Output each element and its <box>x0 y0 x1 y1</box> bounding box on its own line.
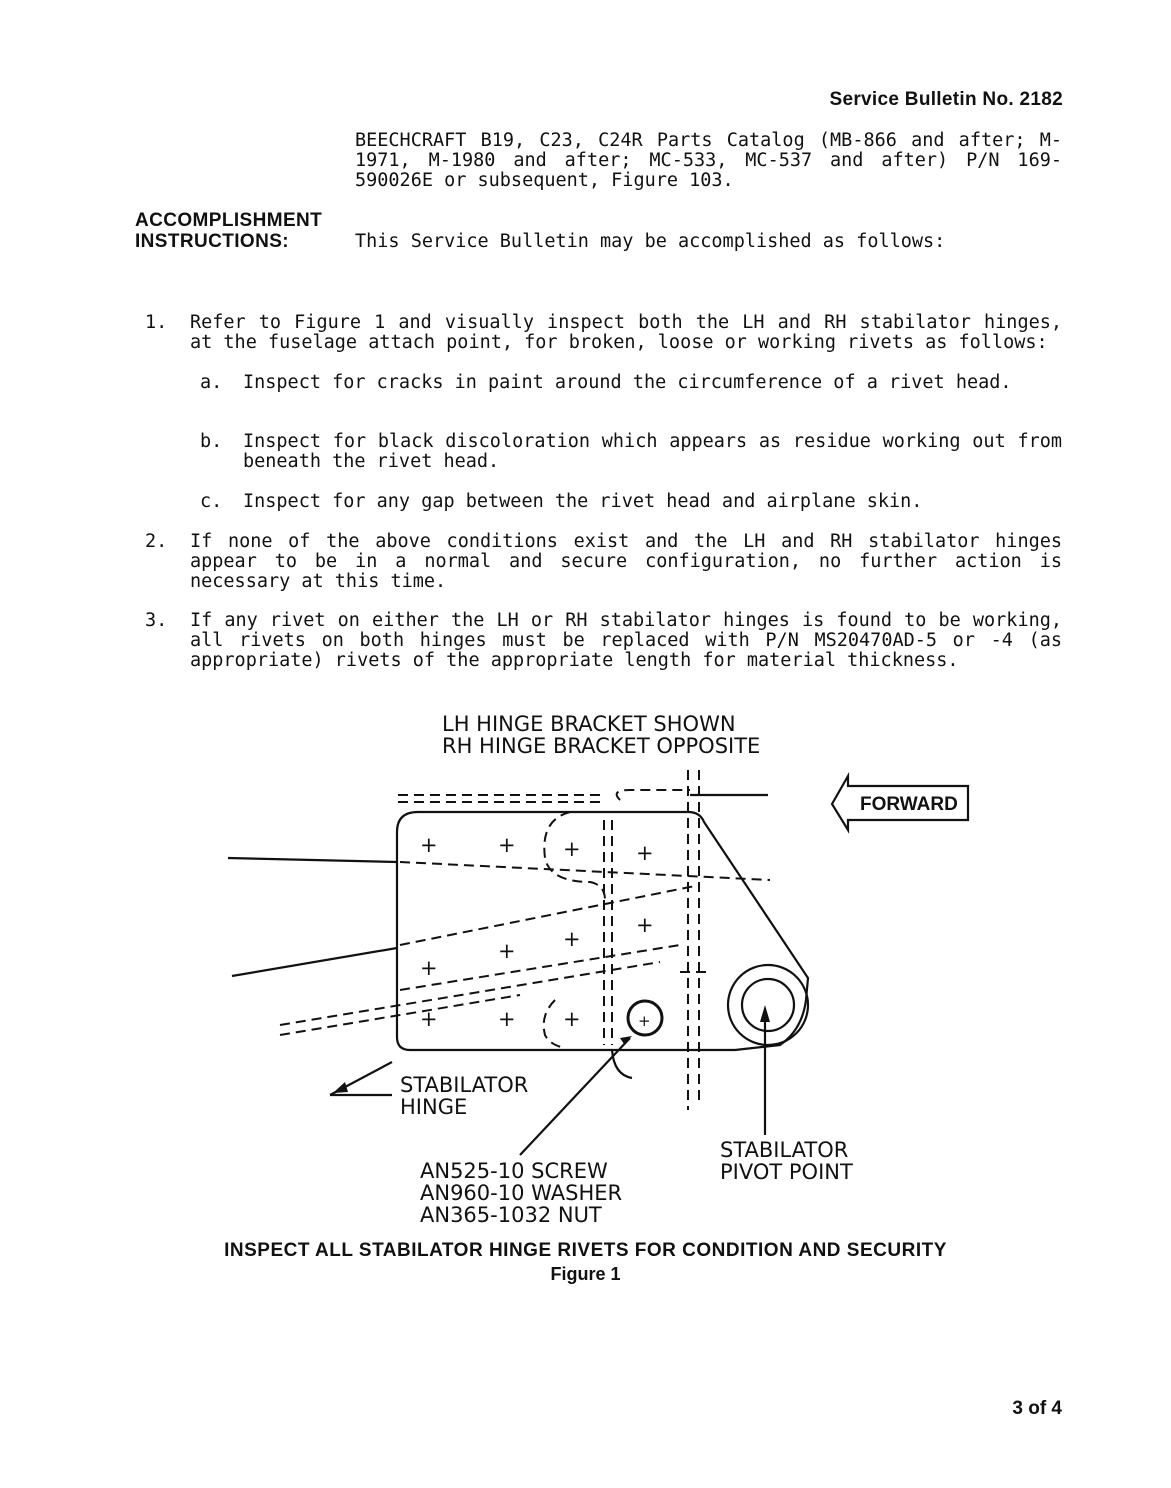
hardware-screw: AN525-10 SCREW <box>420 1159 608 1183</box>
rivet-mark: + <box>420 956 438 980</box>
hinge-label-line2: HINGE <box>400 1095 468 1119</box>
rivet-mark: + <box>636 913 654 937</box>
rivet-mark: + <box>498 939 516 963</box>
hardware-washer: AN960-10 WASHER <box>420 1181 623 1205</box>
hinge-label-line1: STABILATOR <box>400 1073 529 1097</box>
rivet-mark: + <box>638 1012 651 1030</box>
accomplishment-label-line1: ACCOMPLISHMENT <box>135 210 323 231</box>
pivot-label-line1: STABILATOR <box>720 1138 849 1162</box>
step-1-text: Refer to Figure 1 and visually inspect both the LH and RH stabilator hinges, at the fuselage attach point, for broken, loose or working rivets as follows: <box>190 312 1062 353</box>
step-1c-text: Inspect for any gap between the rivet head and airplane skin. <box>243 491 923 512</box>
applicability-text: BEECHCRAFT B19, C23, C24R Parts Catalog (MB-866 and after; M-1971, M-1980 and after; MC-533, MC-537 and after) P/N 169-590026E or subsequent, Figure 103. <box>355 130 1062 191</box>
rivet-mark: + <box>563 837 581 861</box>
rivet-mark: + <box>498 833 516 857</box>
step-3-text: If any rivet on either the LH or RH stabilator hinges is found to be working, all rivets on both hinges must be replaced with P/N MS20470AD-5 or -4 (as appropriate) rivets of the appropriate length for material thickness. <box>190 610 1062 671</box>
figure-caption: INSPECT ALL STABILATOR HINGE RIVETS FOR CONDITION AND SECURITY <box>224 1240 947 1261</box>
step-2-number: 2. <box>145 531 168 552</box>
figure-title-line2: RH HINGE BRACKET OPPOSITE <box>442 734 761 758</box>
rivet-marks <box>420 833 654 1031</box>
step-2-text: If none of the above conditions exist and the LH and RH stabilator hinges appear to be in a normal and secure configuration, no further action is necessary at this time. <box>190 531 1062 592</box>
rivet-mark: + <box>563 927 581 951</box>
hardware-nut: AN365-1032 NUT <box>420 1203 602 1227</box>
rivet-mark: + <box>498 1007 516 1031</box>
pivot-inner-circle <box>742 979 794 1031</box>
step-1b-text: Inspect for black discoloration which appears as residue working out from beneath the rivet head. <box>243 431 1062 472</box>
step-1-number: 1. <box>145 312 168 333</box>
rivet-mark: + <box>563 1007 581 1031</box>
step-1a-number: a. <box>200 372 223 393</box>
rivet-mark: + <box>420 833 438 857</box>
rivet-mark: + <box>420 1007 438 1031</box>
step-1b-number: b. <box>200 431 223 452</box>
pivot-outer-circle <box>728 965 808 1045</box>
hinge-plate-outline <box>397 812 808 1050</box>
step-1a-text: Inspect for cracks in paint around the circumference of a rivet head. <box>243 372 1012 393</box>
figure-label: Figure 1 <box>550 1264 621 1284</box>
forward-label: FORWARD <box>860 794 958 815</box>
accomplishment-intro: This Service Bulletin may be accomplished as follows: <box>355 231 946 252</box>
accomplishment-label-line2: INSTRUCTIONS: <box>135 231 290 252</box>
step-3-number: 3. <box>145 610 168 631</box>
bulletin-number: Service Bulletin No. 2182 <box>829 89 1063 110</box>
figure-title-line1: LH HINGE BRACKET SHOWN <box>442 712 736 736</box>
page-number: 3 of 4 <box>1012 1398 1062 1419</box>
step-1c-number: c. <box>200 491 223 512</box>
pivot-label-line2: PIVOT POINT <box>720 1160 853 1184</box>
rivet-mark: + <box>636 841 654 865</box>
